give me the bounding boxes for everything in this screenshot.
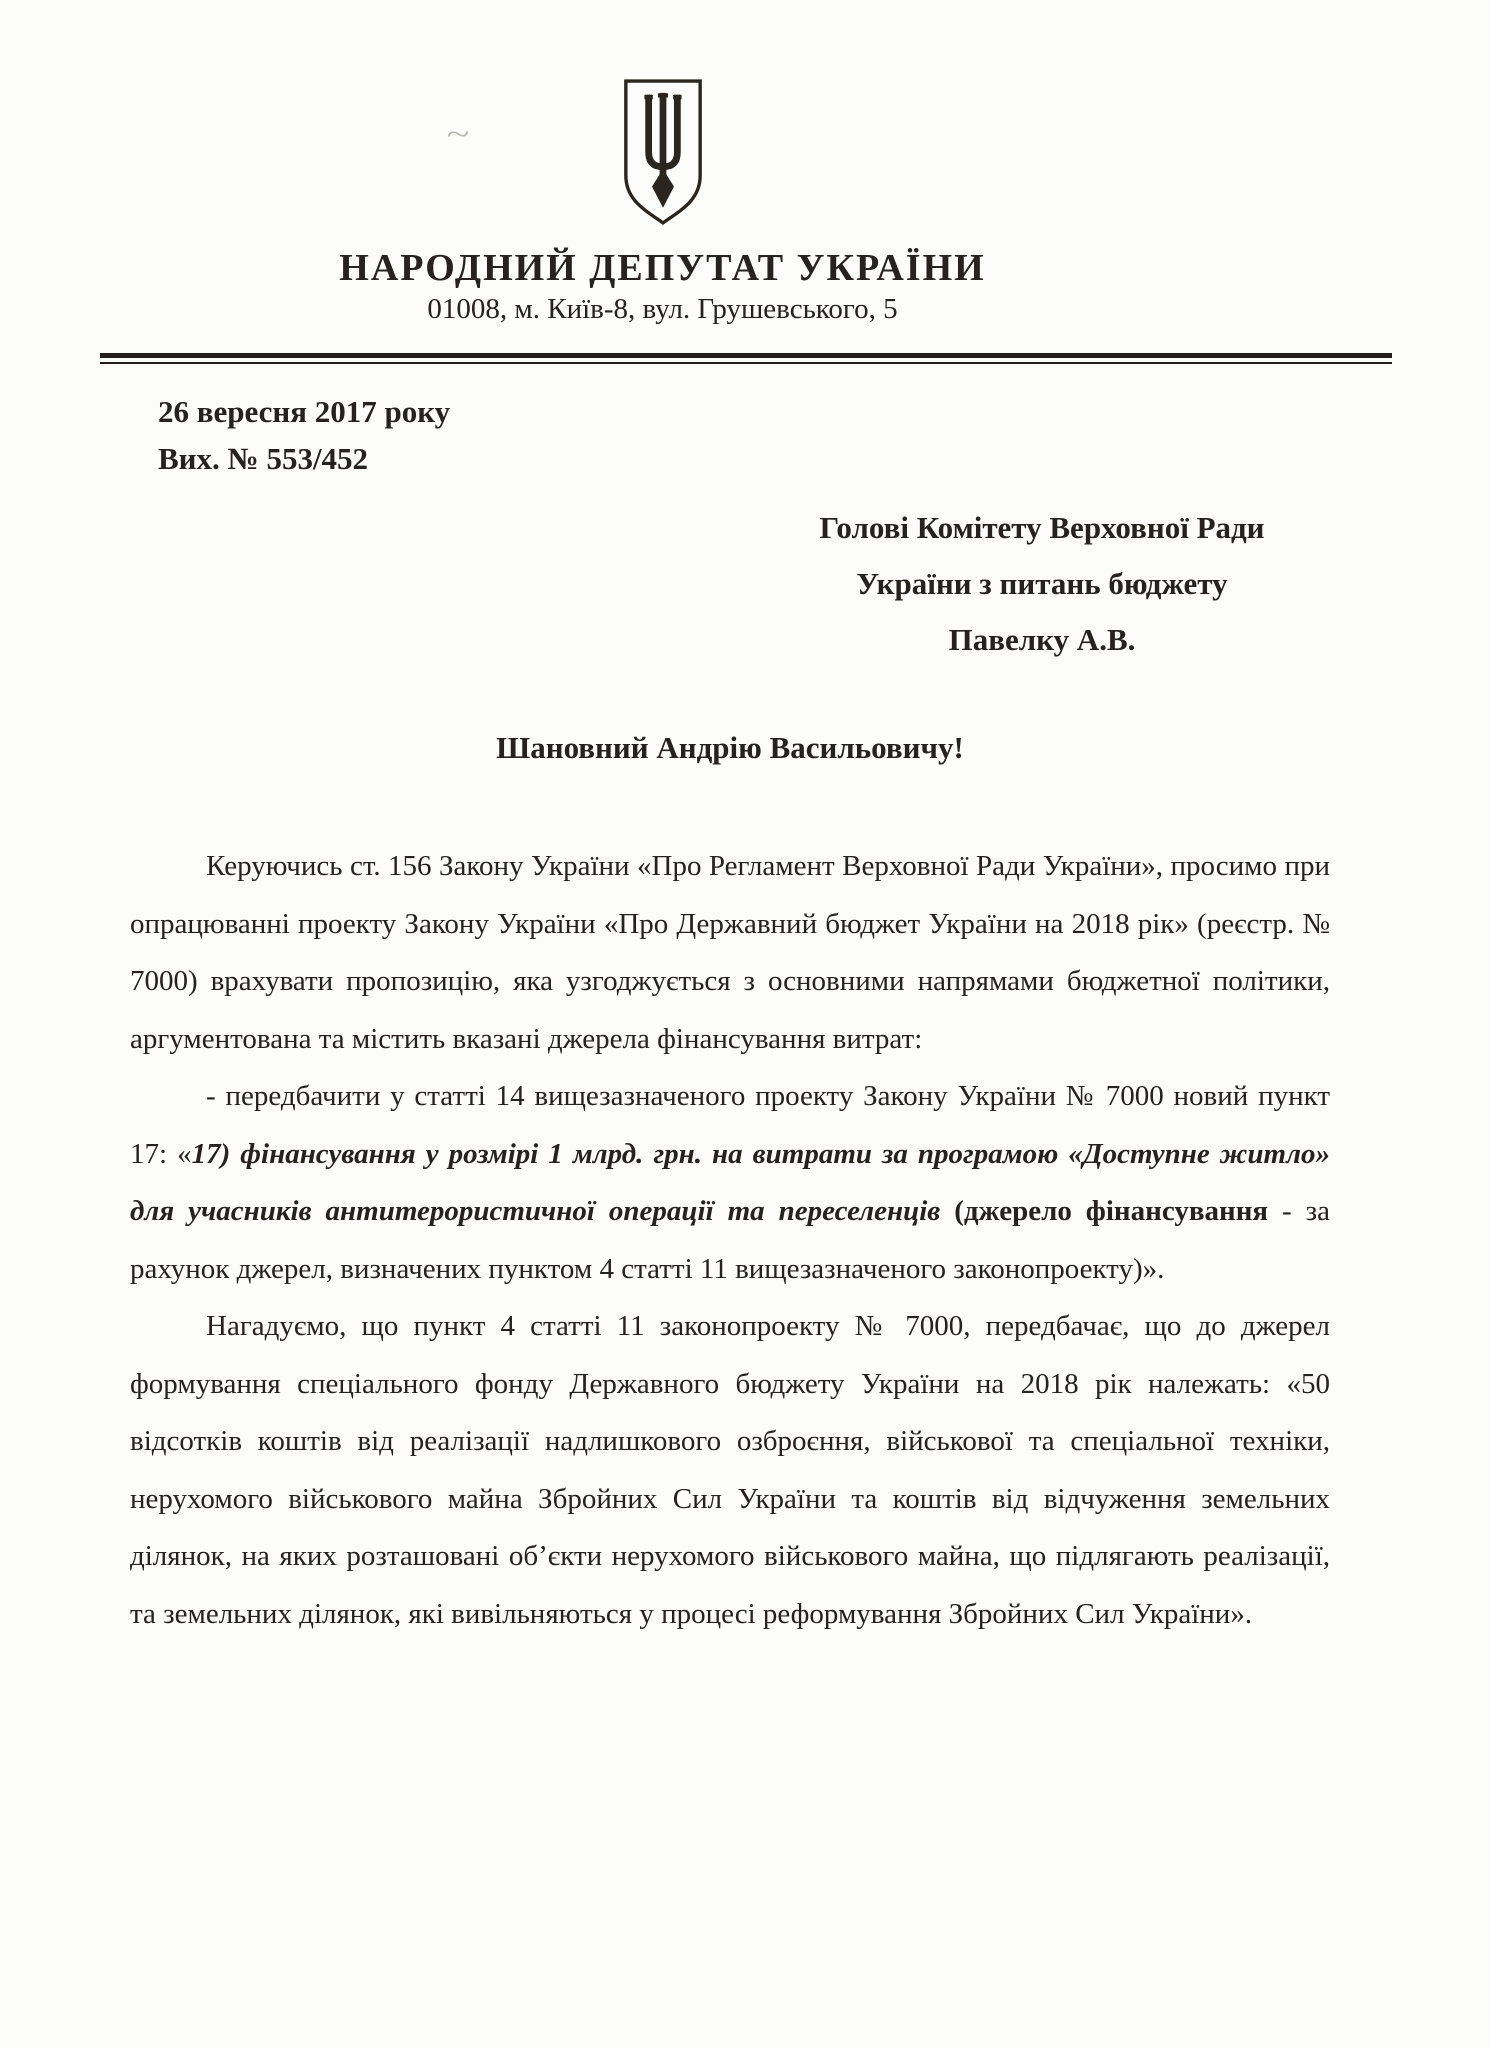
- paragraph-text: Нагадуємо, що пункт 4 статті 11 законопроекту № 7000, передбачає, що до джерел формування спеціального фонду Державного бюджету України на 2018 рік належать: «50 відсотків коштів від реалізації надлишкового озброєння, військової та спеціальної техніки, нерухомого військового майна Збройних Сил України та коштів від відчуження земельних ділянок, на яких розташовані об’єкти нерухомого військового майна, що підлягають реалізації, та земельних ділянок, які вивільняються у процесі реформування Збройних Сил України».: [130, 1310, 1330, 1630]
- paragraph-text: Керуючись ст. 156 Закону України «Про Регламент Верховної Ради України», просимо при опрацюванні проекту Закону України «Про Державний бюджет України на 2018 рік» (реєстр. № 7000) врахувати пропозицію, яка узгоджується з основними напрямами бюджетної політики, аргументована та містить вказані джерела фінансування витрат:: [130, 850, 1330, 1055]
- recipient-line: Голові Комітету Верховної Ради: [819, 510, 1265, 545]
- scan-artifact: ~: [446, 118, 470, 151]
- recipient-block: [762, 500, 1322, 668]
- letter-ref-number: Вих. № 553/452: [158, 441, 369, 476]
- paragraph: [130, 1068, 1330, 1298]
- letter-meta: [158, 388, 450, 482]
- paragraph: [130, 1298, 1330, 1643]
- letterhead-address: 01008, м. Київ-8, вул. Грушевського, 5: [427, 292, 898, 325]
- letterhead: [0, 0, 1325, 326]
- paragraph-text-emphasis: 17) фінансування у розмірі 1 млрд. грн. на витрати за програмою «Доступне житло» для учасників антитерористичної операції та переселенців: [130, 1137, 1330, 1227]
- recipient-line: України з питань бюджету: [856, 566, 1228, 601]
- letterhead-separator-rule: [100, 353, 1392, 364]
- salutation: Шановний Андрію Васильовичу!: [496, 730, 964, 765]
- letter-body: [130, 838, 1330, 1643]
- letterhead-title: НАРОДНИЙ ДЕПУТАТ УКРАЇНИ: [339, 247, 986, 289]
- paragraph-text: - передбачити у статті 14 вищезазначеного проекту Закону України № 7000 новий пункт 17: «: [130, 1080, 1330, 1170]
- ukraine-trident-emblem-icon: [620, 76, 706, 228]
- recipient-line: Павелку А.В.: [948, 622, 1136, 657]
- paragraph: [130, 838, 1330, 1068]
- letter-date: 26 вересня 2017 року: [158, 394, 451, 429]
- paragraph-text: - за рахунок джерел, визначених пунктом 4 статті 11 вищезазначеного законопроекту)».: [130, 1195, 1331, 1285]
- paragraph-text-bold: (джерело фінансування: [954, 1195, 1269, 1227]
